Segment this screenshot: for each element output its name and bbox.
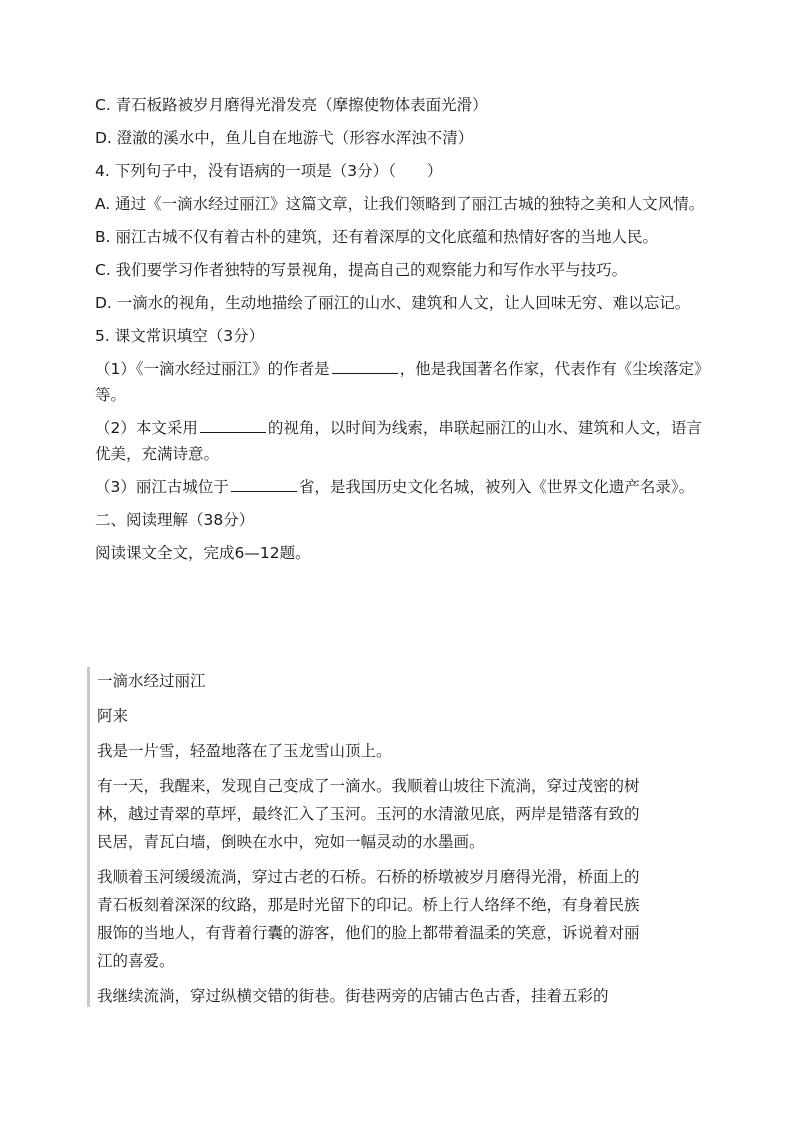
q4-option-c: C. 我们要学习作者独特的写景视角，提高自己的观察能力和写作水平与技巧。 [95,261,628,279]
q3-option-d: D. 澄澈的溪水中，鱼儿自在地游弋（形容水浑浊不清） [95,129,474,147]
q5-1-after: ，他是我国著名作家，代表作有《尘埃落定》等。 [95,360,702,404]
q5-2-after: 的视角，以时间为线索，串联起丽江的山水、建筑和人文，语言优美，充满诗意。 [95,419,702,463]
passage-paragraph-1: 我是一片雪，轻盈地落在了玉龙雪山顶上。 [97,742,392,760]
passage-author: 阿来 [97,707,129,725]
section-2-intro: 阅读课文全文，完成6—12题。 [95,544,311,562]
passage-paragraph-3: 我顺着玉河缓缓流淌，穿过古老的石桥。石桥的桥墩被岁月磨得光滑，桥面上的青石板刻着深深的纹路，那是时光留下的印记。桥上行人络绎不绝，有身着民族服饰的当地人，有背着行囊的游客，他们的脸上都带着温柔的笑意，诉说着对丽江的喜爱。 [97,868,640,970]
passage-paragraph-2: 有一天，我醒来，发现自己变成了一滴水。我顺着山坡往下流淌，穿过茂密的树林，越过青翠的草坪，最终汇入了玉河。玉河的水清澈见底，两岸是错落有致的民居，青瓦白墙，倒映在水中，宛如一幅灵动的水墨画。 [97,777,640,851]
q3-option-c: C. 青石板路被岁月磨得光滑发亮（摩擦使物体表面光滑） [95,96,488,114]
q4-option-a: A. 通过《一滴水经过丽江》这篇文章，让我们领略到了丽江古城的独特之美和人文风情。 [95,195,705,213]
fill-blank-2[interactable] [200,417,266,433]
section-2-heading: 二、阅读理解（38分） [95,511,255,529]
q5-3-before: （3）丽江古城位于 [95,478,229,496]
fill-blank-1[interactable] [332,358,398,374]
passage-title: 一滴水经过丽江 [97,672,206,690]
fill-blank-3[interactable] [231,476,297,492]
q4-title: 4. 下列句子中，没有语病的一项是（3分）（ ） [95,162,443,180]
passage-paragraph-4: 我继续流淌，穿过纵横交错的街巷。街巷两旁的店铺古色古香，挂着五彩的 [97,987,609,1005]
q5-item-3 [95,474,705,500]
question-section [95,92,705,573]
q4-option-b: B. 丽江古城不仅有着古朴的建筑，还有着深厚的文化底蕴和热情好客的当地人民。 [95,228,658,246]
passage-quote-block [87,667,647,1007]
q5-2-before: （2）本文采用 [95,419,198,437]
q4-option-d: D. 一滴水的视角，生动地描绘了丽江的山水、建筑和人文，让人回味无穷、难以忘记。 [95,294,691,312]
q5-item-2 [95,415,705,467]
q5-3-after: 省，是我国历史文化名城，被列入《世界文化遗产名录》。 [298,478,695,496]
q5-item-1 [95,356,705,408]
q5-1-before: （1）《一滴水经过丽江》的作者是 [95,360,330,378]
q5-title: 5. 课文常识填空（3分） [95,327,265,345]
